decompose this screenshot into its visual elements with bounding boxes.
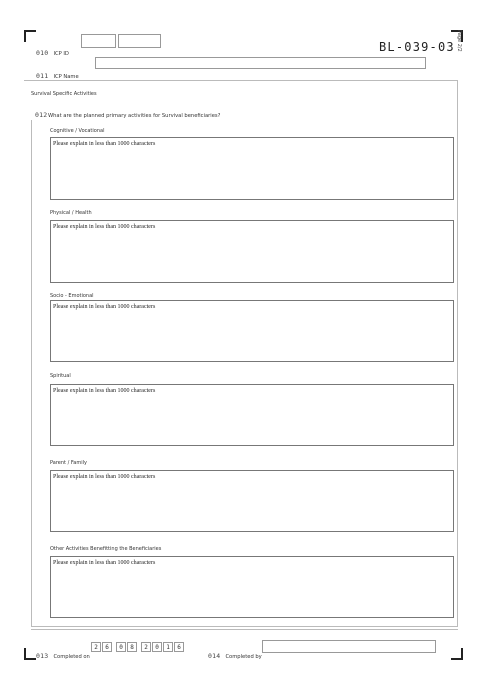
textarea-physical[interactable]: Please explain in less than 1000 characters [50, 220, 454, 283]
question-number: 012 [35, 111, 48, 119]
category-label-other-activities: Other Activities Benefitting the Beneficiaries [50, 546, 162, 552]
completed-by-number: 014 [208, 652, 221, 660]
icp-id-row [36, 40, 69, 59]
form-code: BL-039-03 [379, 40, 455, 54]
icp-id-field-2[interactable] [118, 34, 161, 48]
icp-id-label: ICP ID [53, 51, 69, 57]
category-label-parent-family: Parent / Family [50, 460, 87, 466]
date-digit-8[interactable]: 6 [174, 642, 184, 652]
category-label-socio-emotional: Socio - Emotional [50, 293, 94, 299]
footer-divider-bottom [31, 629, 458, 630]
textarea-other-activities[interactable]: Please explain in less than 1000 characters [50, 556, 454, 618]
category-label-spiritual: Spiritual [50, 373, 71, 379]
footer-divider-top [31, 626, 458, 627]
completed-by-label: Completed by [225, 654, 262, 660]
header-divider [24, 80, 458, 81]
completed-on-row [36, 643, 90, 662]
textarea-cognitive[interactable]: Please explain in less than 1000 characters [50, 137, 454, 200]
category-label-cognitive: Cognitive / Vocational [50, 128, 105, 134]
date-digit-5[interactable]: 2 [141, 642, 151, 652]
date-digit-7[interactable]: 1 [163, 642, 173, 652]
category-label-physical: Physical / Health [50, 210, 92, 216]
corner-mark-bottom-left [24, 648, 36, 660]
date-digit-1[interactable]: 2 [91, 642, 101, 652]
section-left-rule [31, 120, 32, 626]
completed-on-label: Completed on [53, 654, 90, 660]
textarea-socio-emotional[interactable]: Please explain in less than 1000 characters [50, 300, 454, 362]
page-label: Page 2/2 [456, 30, 462, 52]
icp-name-label: ICP Name [53, 74, 79, 80]
corner-mark-bottom-right [451, 648, 463, 660]
completed-by-field[interactable] [262, 640, 436, 653]
completed-by-row [208, 643, 262, 662]
date-digit-6[interactable]: 0 [152, 642, 162, 652]
date-digit-4[interactable]: 8 [127, 642, 137, 652]
textarea-parent-family[interactable]: Please explain in less than 1000 characters [50, 470, 454, 532]
icp-name-number: 011 [36, 72, 49, 80]
section-title: Survival Specific Activities [31, 91, 97, 97]
section-right-rule [457, 80, 458, 626]
icp-name-field[interactable] [95, 57, 426, 69]
completed-on-number: 013 [36, 652, 49, 660]
icp-id-field-1[interactable] [81, 34, 116, 48]
question-text: What are the planned primary activities for Survival beneficiaries? [48, 113, 221, 119]
date-digit-3[interactable]: 0 [116, 642, 126, 652]
icp-id-number: 010 [36, 49, 49, 57]
date-digit-2[interactable]: 6 [102, 642, 112, 652]
textarea-spiritual[interactable]: Please explain in less than 1000 characters [50, 384, 454, 446]
corner-mark-top-left [24, 30, 36, 42]
